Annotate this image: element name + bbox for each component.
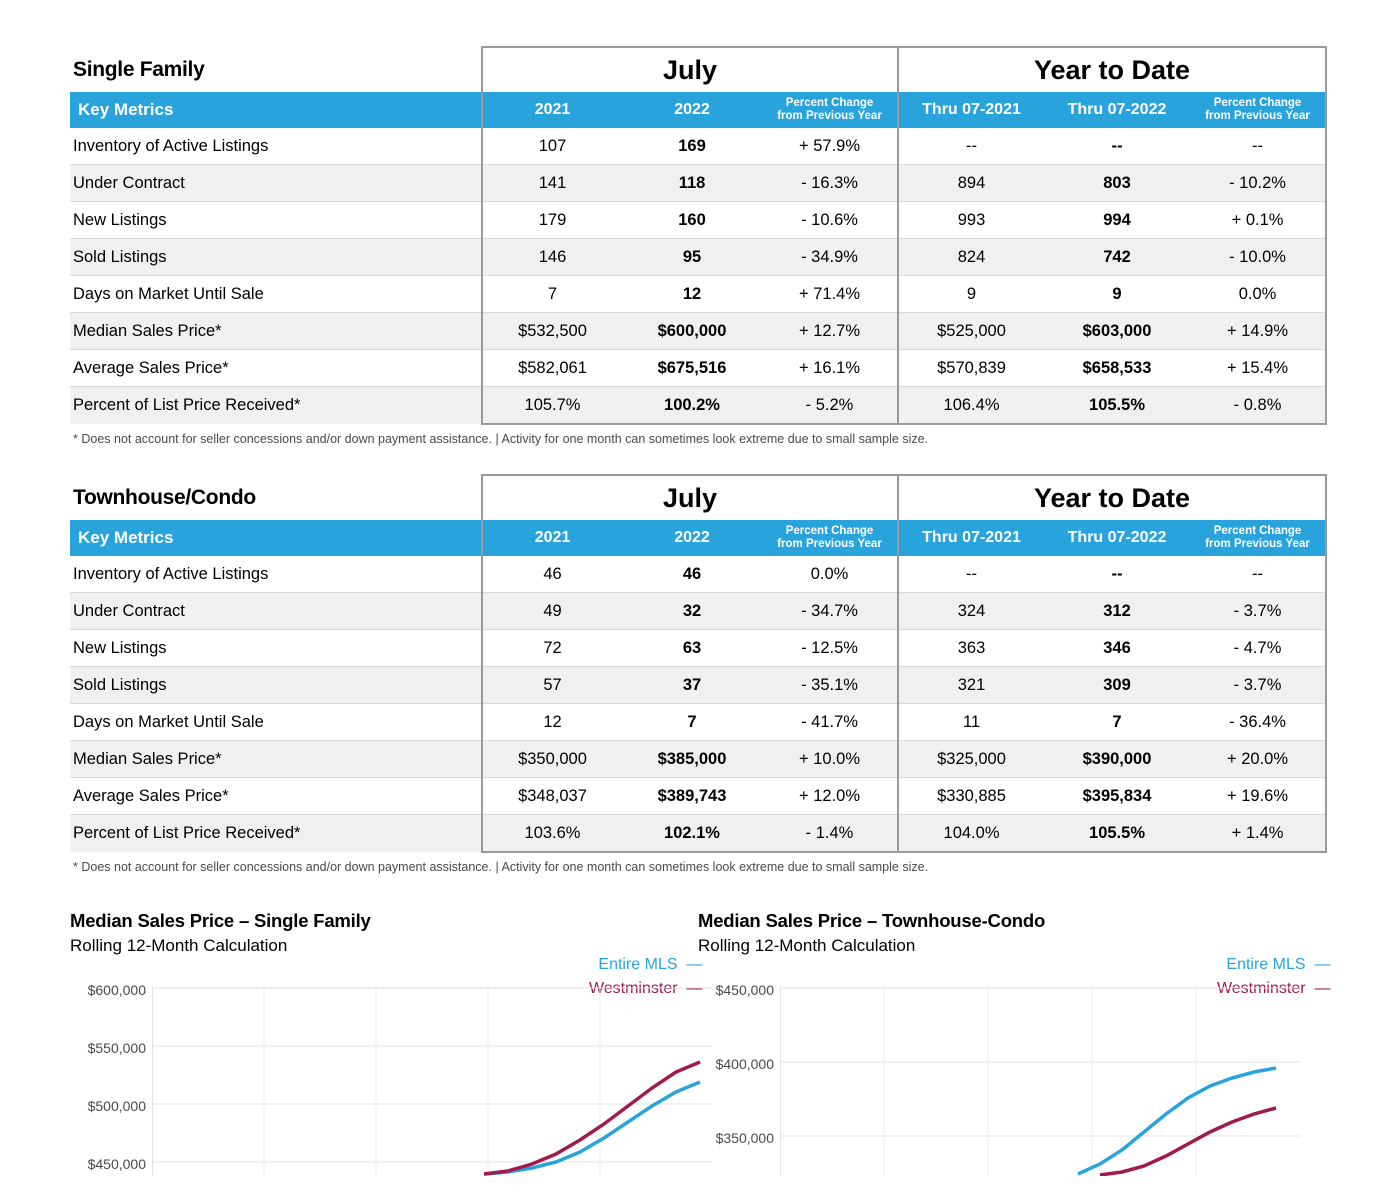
- cell-month-curr: 63: [622, 630, 762, 667]
- row-label: Sold Listings: [70, 667, 482, 704]
- column-header-month-curr: 2022: [674, 101, 710, 118]
- section-townhouse-condo: [70, 446, 1330, 874]
- period-header-ytd: Year to Date: [898, 47, 1326, 92]
- column-header-key-metrics: Key Metrics: [78, 100, 174, 119]
- table-row: [70, 202, 1326, 239]
- cell-ytd-curr: 742: [1044, 239, 1190, 276]
- legend-swatch-westminster: —: [682, 980, 703, 997]
- series-line-entire-mls: [1078, 1068, 1276, 1174]
- cell-ytd-curr: $658,533: [1044, 350, 1190, 387]
- cell-month-prev: 105.7%: [482, 387, 622, 425]
- cell-month-pct: - 1.4%: [762, 815, 898, 853]
- y-axis-tick-0: $450,000: [715, 982, 774, 998]
- cell-ytd-curr: 9: [1044, 276, 1190, 313]
- table-row: [70, 704, 1326, 741]
- series-line-westminster: [484, 1062, 700, 1174]
- cell-month-pct: + 10.0%: [762, 741, 898, 778]
- cell-ytd-pct: + 1.4%: [1190, 815, 1326, 853]
- cell-month-curr: $675,516: [622, 350, 762, 387]
- legend-item-entire-mls: [1217, 956, 1331, 974]
- legend-swatch-entire-mls: —: [1310, 956, 1331, 973]
- column-header-ytd-pct: [1190, 520, 1326, 556]
- section-title: Townhouse/Condo: [73, 485, 256, 509]
- pct-change-line2: from Previous Year: [1205, 538, 1310, 550]
- cell-ytd-curr: 309: [1044, 667, 1190, 704]
- column-header-month-curr: 2022: [674, 529, 710, 546]
- cell-ytd-prev: $570,839: [898, 350, 1044, 387]
- cell-ytd-curr: 105.5%: [1044, 387, 1190, 425]
- cell-month-pct: - 34.7%: [762, 593, 898, 630]
- chart-plot-area: [698, 982, 1326, 1176]
- row-label: Median Sales Price*: [70, 313, 482, 350]
- cell-ytd-prev: --: [898, 556, 1044, 593]
- cell-ytd-curr: $390,000: [1044, 741, 1190, 778]
- table-row: [70, 667, 1326, 704]
- legend-swatch-westminster: —: [1310, 980, 1331, 997]
- legend-label-entire-mls: Entire MLS: [1226, 956, 1306, 973]
- column-header-month-prev: 2021: [482, 92, 622, 128]
- cell-month-pct: - 5.2%: [762, 387, 898, 425]
- pct-change-line1: Percent Change: [1213, 96, 1302, 109]
- metrics-table-single-family: [70, 46, 1327, 425]
- cell-month-pct: + 12.7%: [762, 313, 898, 350]
- chart-plot-area: [70, 982, 698, 1176]
- table-row: [70, 387, 1326, 425]
- metrics-table-townhouse-condo: [70, 474, 1327, 853]
- cell-ytd-prev: 104.0%: [898, 815, 1044, 853]
- chart-svg-townhouse-condo: [780, 986, 1300, 1176]
- row-label: Sold Listings: [70, 239, 482, 276]
- cell-ytd-pct: --: [1190, 128, 1326, 165]
- cell-month-curr: 95: [622, 239, 762, 276]
- legend-label-westminster: Westminster: [1216, 980, 1306, 997]
- row-label: Average Sales Price*: [70, 350, 482, 387]
- column-header-month-prev: 2021: [482, 520, 622, 556]
- row-label: New Listings: [70, 630, 482, 667]
- table-row: [70, 593, 1326, 630]
- cell-month-prev: 146: [482, 239, 622, 276]
- cell-ytd-prev: 106.4%: [898, 387, 1044, 425]
- cell-month-pct: + 71.4%: [762, 276, 898, 313]
- cell-ytd-prev: 894: [898, 165, 1044, 202]
- cell-ytd-prev: $330,885: [898, 778, 1044, 815]
- cell-ytd-pct: - 36.4%: [1190, 704, 1326, 741]
- pct-change-line1: Percent Change: [785, 524, 874, 537]
- cell-ytd-pct: + 15.4%: [1190, 350, 1326, 387]
- pct-change-line2: from Previous Year: [1205, 110, 1310, 122]
- table-row: [70, 556, 1326, 593]
- cell-month-prev: 46: [482, 556, 622, 593]
- cell-month-curr: $385,000: [622, 741, 762, 778]
- cell-month-pct: - 34.9%: [762, 239, 898, 276]
- column-header-month-pct: [762, 92, 898, 128]
- cell-month-prev: 141: [482, 165, 622, 202]
- column-header-ytd-curr: Thru 07-2022: [1067, 529, 1167, 546]
- cell-month-prev: 49: [482, 593, 622, 630]
- cell-ytd-curr: 803: [1044, 165, 1190, 202]
- y-axis-tick-1: $550,000: [87, 1040, 146, 1056]
- period-header-month: July: [482, 475, 898, 520]
- cell-month-pct: 0.0%: [762, 556, 898, 593]
- section-title: Single Family: [73, 57, 205, 81]
- cell-month-pct: + 12.0%: [762, 778, 898, 815]
- cell-month-curr: 118: [622, 165, 762, 202]
- cell-month-pct: - 10.6%: [762, 202, 898, 239]
- series-line-entire-mls: [484, 1082, 700, 1174]
- chart-title: Median Sales Price – Single Family: [70, 910, 371, 931]
- cell-month-pct: - 35.1%: [762, 667, 898, 704]
- cell-ytd-prev: 11: [898, 704, 1044, 741]
- table-row: [70, 778, 1326, 815]
- row-label: Under Contract: [70, 165, 482, 202]
- row-label: Average Sales Price*: [70, 778, 482, 815]
- table-row: [70, 815, 1326, 853]
- cell-month-prev: $350,000: [482, 741, 622, 778]
- y-axis-tick-2: $350,000: [715, 1130, 774, 1146]
- cell-month-curr: $600,000: [622, 313, 762, 350]
- cell-month-pct: - 16.3%: [762, 165, 898, 202]
- y-axis-tick-0: $600,000: [87, 982, 146, 998]
- table-row: [70, 350, 1326, 387]
- column-header-ytd-prev: Thru 07-2021: [898, 520, 1044, 556]
- cell-ytd-prev: $325,000: [898, 741, 1044, 778]
- table-title-row: [70, 475, 1326, 520]
- cell-month-curr: 37: [622, 667, 762, 704]
- row-label: Median Sales Price*: [70, 741, 482, 778]
- row-label: Percent of List Price Received*: [70, 387, 482, 425]
- cell-month-curr: 7: [622, 704, 762, 741]
- cell-month-pct: + 57.9%: [762, 128, 898, 165]
- period-header-month: July: [482, 47, 898, 92]
- chart-median-sales-price-townhouse-condo: [698, 910, 1331, 1176]
- cell-month-prev: 103.6%: [482, 815, 622, 853]
- row-label: New Listings: [70, 202, 482, 239]
- cell-month-curr: 46: [622, 556, 762, 593]
- cell-ytd-curr: $395,834: [1044, 778, 1190, 815]
- cell-month-curr: 32: [622, 593, 762, 630]
- row-label: Inventory of Active Listings: [70, 128, 482, 165]
- cell-month-prev: 12: [482, 704, 622, 741]
- cell-ytd-prev: 363: [898, 630, 1044, 667]
- y-axis-tick-1: $400,000: [715, 1056, 774, 1072]
- cell-month-prev: $532,500: [482, 313, 622, 350]
- cell-month-curr: 160: [622, 202, 762, 239]
- cell-ytd-curr: 105.5%: [1044, 815, 1190, 853]
- cell-ytd-pct: - 0.8%: [1190, 387, 1326, 425]
- cell-month-curr: $389,743: [622, 778, 762, 815]
- cell-month-pct: - 41.7%: [762, 704, 898, 741]
- cell-month-curr: 12: [622, 276, 762, 313]
- table-title-row: [70, 47, 1326, 92]
- row-label: Percent of List Price Received*: [70, 815, 482, 853]
- cell-month-pct: - 12.5%: [762, 630, 898, 667]
- cell-ytd-prev: --: [898, 128, 1044, 165]
- cell-month-curr: 102.1%: [622, 815, 762, 853]
- cell-month-pct: + 16.1%: [762, 350, 898, 387]
- period-header-ytd: Year to Date: [898, 475, 1326, 520]
- cell-month-curr: 169: [622, 128, 762, 165]
- cell-ytd-prev: 9: [898, 276, 1044, 313]
- pct-change-line2: from Previous Year: [777, 110, 882, 122]
- cell-ytd-pct: - 3.7%: [1190, 667, 1326, 704]
- section-single-family: [70, 0, 1330, 446]
- cell-ytd-pct: - 4.7%: [1190, 630, 1326, 667]
- row-label: Inventory of Active Listings: [70, 556, 482, 593]
- cell-ytd-pct: - 3.7%: [1190, 593, 1326, 630]
- chart-title: Median Sales Price – Townhouse-Condo: [698, 910, 1046, 931]
- table-row: [70, 239, 1326, 276]
- cell-month-prev: 179: [482, 202, 622, 239]
- cell-ytd-curr: $603,000: [1044, 313, 1190, 350]
- row-label: Days on Market Until Sale: [70, 704, 482, 741]
- y-axis-tick-2: $500,000: [87, 1098, 146, 1114]
- chart-median-sales-price-single-family: [70, 910, 703, 1176]
- chart-svg-single-family: [152, 986, 712, 1176]
- cell-ytd-pct: + 20.0%: [1190, 741, 1326, 778]
- column-header-ytd-curr: Thru 07-2022: [1067, 101, 1167, 118]
- charts-area: [70, 910, 1330, 1176]
- cell-month-prev: 57: [482, 667, 622, 704]
- row-label: Under Contract: [70, 593, 482, 630]
- cell-ytd-pct: + 14.9%: [1190, 313, 1326, 350]
- column-header-ytd-prev: Thru 07-2021: [898, 92, 1044, 128]
- cell-ytd-pct: + 19.6%: [1190, 778, 1326, 815]
- pct-change-line1: Percent Change: [1213, 524, 1302, 537]
- column-header-ytd-pct: [1190, 92, 1326, 128]
- cell-month-prev: 7: [482, 276, 622, 313]
- cell-month-prev: $348,037: [482, 778, 622, 815]
- table-column-header-row: [70, 520, 1326, 556]
- footnote: * Does not account for seller concessions and/or down payment assistance. | Activity for one month can sometimes look extreme due to small sample size.: [73, 860, 929, 874]
- cell-ytd-prev: 824: [898, 239, 1044, 276]
- legend-label-entire-mls: Entire MLS: [598, 956, 678, 973]
- cell-month-prev: $582,061: [482, 350, 622, 387]
- cell-ytd-curr: 994: [1044, 202, 1190, 239]
- pct-change-line2: from Previous Year: [777, 538, 882, 550]
- legend-item-entire-mls: [589, 956, 703, 974]
- pct-change-line1: Percent Change: [785, 96, 874, 109]
- cell-ytd-prev: $525,000: [898, 313, 1044, 350]
- cell-ytd-curr: --: [1044, 128, 1190, 165]
- series-line-westminster: [1100, 1108, 1276, 1175]
- footnote: * Does not account for seller concessions and/or down payment assistance. | Activity for one month can sometimes look extreme due to small sample size.: [73, 432, 929, 446]
- cell-ytd-prev: 993: [898, 202, 1044, 239]
- cell-ytd-pct: - 10.2%: [1190, 165, 1326, 202]
- legend-swatch-entire-mls: —: [682, 956, 703, 973]
- cell-ytd-prev: 324: [898, 593, 1044, 630]
- cell-ytd-pct: + 0.1%: [1190, 202, 1326, 239]
- cell-month-prev: 72: [482, 630, 622, 667]
- cell-ytd-prev: 321: [898, 667, 1044, 704]
- cell-month-prev: 107: [482, 128, 622, 165]
- cell-ytd-pct: --: [1190, 556, 1326, 593]
- cell-ytd-pct: 0.0%: [1190, 276, 1326, 313]
- column-header-month-pct: [762, 520, 898, 556]
- chart-subtitle: Rolling 12-Month Calculation: [698, 936, 916, 955]
- table-row: [70, 165, 1326, 202]
- cell-ytd-curr: --: [1044, 556, 1190, 593]
- table-column-header-row: [70, 92, 1326, 128]
- row-label: Days on Market Until Sale: [70, 276, 482, 313]
- table-row: [70, 313, 1326, 350]
- table-row: [70, 741, 1326, 778]
- table-row: [70, 630, 1326, 667]
- cell-ytd-curr: 312: [1044, 593, 1190, 630]
- chart-subtitle: Rolling 12-Month Calculation: [70, 936, 288, 955]
- y-axis-tick-3: $450,000: [87, 1156, 146, 1172]
- cell-ytd-curr: 7: [1044, 704, 1190, 741]
- column-header-key-metrics: Key Metrics: [78, 528, 174, 547]
- cell-ytd-curr: 346: [1044, 630, 1190, 667]
- cell-ytd-pct: - 10.0%: [1190, 239, 1326, 276]
- table-row: [70, 276, 1326, 313]
- table-row: [70, 128, 1326, 165]
- legend-label-westminster: Westminster: [588, 980, 678, 997]
- cell-month-curr: 100.2%: [622, 387, 762, 425]
